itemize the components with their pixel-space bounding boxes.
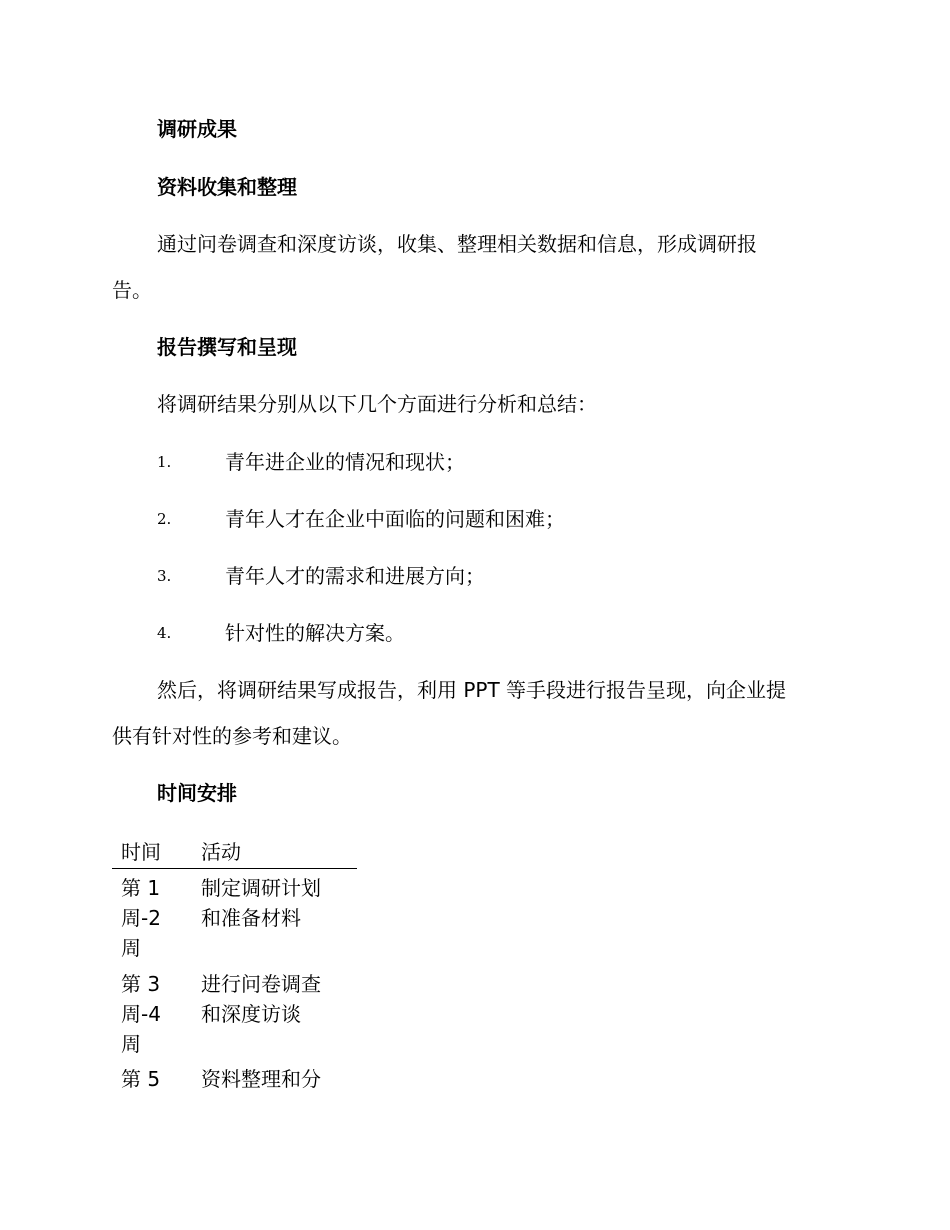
list-number: 4. — [157, 624, 172, 642]
list-number: 1. — [157, 453, 172, 471]
paragraph-collect-line2: 告。 — [112, 278, 152, 302]
list-number: 3. — [157, 567, 172, 585]
table-cell-activity: 进行问卷调查 和深度访谈 — [201, 972, 321, 1026]
heading-results: 调研成果 — [157, 117, 237, 141]
table-cell-time: 第 5 — [121, 1067, 161, 1091]
table-header-activity: 活动 — [201, 840, 241, 864]
list-item: 青年人才在企业中面临的问题和困难； — [225, 507, 565, 531]
table-cell-activity: 资料整理和分 — [201, 1067, 321, 1091]
list-item: 青年进企业的情况和现状； — [225, 450, 465, 474]
list-item: 青年人才的需求和进展方向； — [225, 564, 485, 588]
paragraph-intro: 将调研结果分别从以下几个方面进行分析和总结： — [157, 392, 597, 416]
list-item: 针对性的解决方案。 — [225, 621, 405, 645]
paragraph-collect-line1: 通过问卷调查和深度访谈，收集、整理相关数据和信息，形成调研报 — [157, 232, 757, 256]
table-cell-time: 第 3 周-4 周 — [121, 972, 161, 1056]
list-number: 2. — [157, 510, 172, 528]
table-cell-time: 第 1 周-2 周 — [121, 876, 161, 960]
table-header-rule — [112, 868, 357, 869]
paragraph-then-line2: 供有针对性的参考和建议。 — [112, 724, 352, 748]
heading-schedule: 时间安排 — [157, 781, 237, 805]
heading-collect: 资料收集和整理 — [157, 175, 297, 199]
table-header-time: 时间 — [121, 840, 161, 864]
table-cell-activity: 制定调研计划 和准备材料 — [201, 876, 321, 930]
heading-report: 报告撰写和呈现 — [157, 335, 297, 359]
paragraph-then-line1: 然后，将调研结果写成报告，利用 PPT 等手段进行报告呈现，向企业提 — [157, 678, 787, 702]
